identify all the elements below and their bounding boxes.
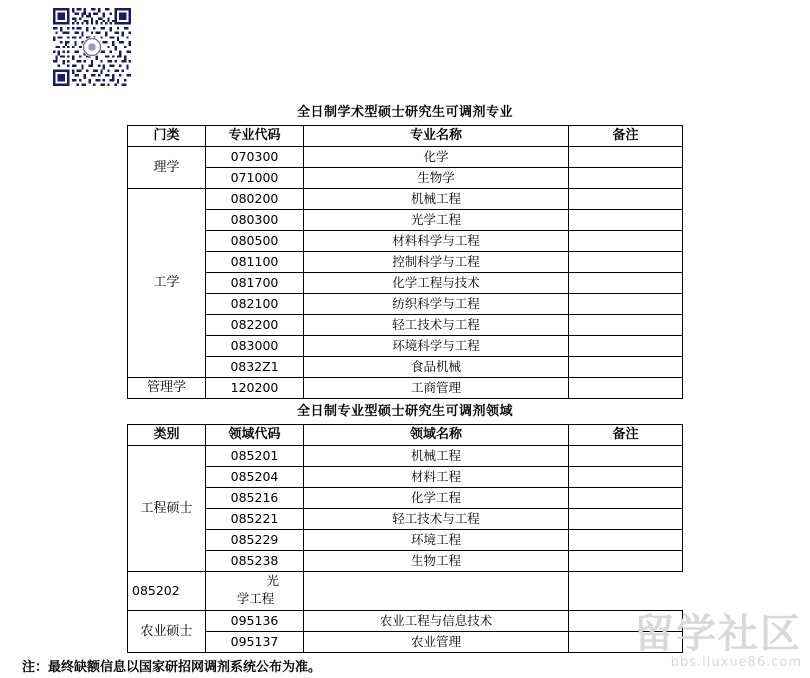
major-name: 化学 (304, 147, 569, 168)
category-cell: 农业硕士 (128, 611, 206, 653)
field-name: 农业管理 (304, 632, 569, 653)
table-row (128, 273, 683, 294)
table-row-split (128, 572, 683, 611)
table-row (128, 611, 683, 632)
qr-code (42, 8, 142, 86)
table-row (128, 231, 683, 252)
table-row (128, 147, 683, 168)
table-row (128, 551, 683, 572)
major-name: 控制科学与工程 (304, 252, 569, 273)
major-note (569, 252, 683, 273)
major-name: 材料科学与工程 (304, 231, 569, 252)
major-name: 轻工技术与工程 (304, 315, 569, 336)
field-note (569, 632, 683, 653)
field-name: 机械工程 (304, 446, 569, 467)
table-header-row (128, 425, 683, 446)
major-code: 080300 (206, 210, 304, 231)
field-name-wrapped (206, 572, 304, 611)
category-cell: 工程硕士 (128, 446, 206, 572)
major-code: 070300 (206, 147, 304, 168)
major-note (569, 336, 683, 357)
document-body (0, 104, 810, 677)
major-code: 083000 (206, 336, 304, 357)
watermark-url: bbs.liuxue86.com (670, 655, 802, 670)
field-note (569, 611, 683, 632)
major-note (569, 210, 683, 231)
field-code: 085221 (206, 509, 304, 530)
table-row (128, 294, 683, 315)
field-name: 轻工技术与工程 (304, 509, 569, 530)
field-name: 农业工程与信息技术 (304, 611, 569, 632)
header-note: 备注 (569, 126, 683, 147)
field-code: 085229 (206, 530, 304, 551)
table-row (128, 467, 683, 488)
table-row (128, 530, 683, 551)
major-note (569, 315, 683, 336)
major-code: 082200 (206, 315, 304, 336)
table-row (128, 509, 683, 530)
major-note (569, 231, 683, 252)
major-note (569, 357, 683, 378)
field-note (569, 509, 683, 530)
major-code: 081700 (206, 273, 304, 294)
field-name: 化学工程 (304, 488, 569, 509)
academic-master-table (127, 125, 683, 399)
field-code: 085201 (206, 446, 304, 467)
major-name: 化学工程与技术 (304, 273, 569, 294)
category-cell: 工学 (128, 189, 206, 378)
table-row (128, 315, 683, 336)
field-code: 085216 (206, 488, 304, 509)
field-note (569, 446, 683, 467)
major-code: 071000 (206, 168, 304, 189)
major-note (569, 294, 683, 315)
field-code: 095136 (206, 611, 304, 632)
major-code: 120200 (206, 378, 304, 399)
watermark-title: 留学社区 (634, 611, 802, 657)
table-header-row (128, 126, 683, 147)
major-note (569, 378, 683, 399)
table-row (128, 378, 683, 399)
header-category: 类别 (128, 425, 206, 446)
field-code: 085238 (206, 551, 304, 572)
major-name: 食品机械 (304, 357, 569, 378)
field-code: 095137 (206, 632, 304, 653)
major-code: 0832Z1 (206, 357, 304, 378)
table-row (128, 632, 683, 653)
header-category: 门类 (128, 126, 206, 147)
major-note (569, 189, 683, 210)
table-row (128, 189, 683, 210)
table2-title: 全日制专业型硕士研究生可调剂领域 (296, 404, 513, 419)
header-name: 领域名称 (304, 425, 569, 446)
major-code: 080500 (206, 231, 304, 252)
major-code: 081100 (206, 252, 304, 273)
field-note (304, 572, 569, 611)
header-code: 领域代码 (206, 425, 304, 446)
major-code: 082100 (206, 294, 304, 315)
table-row (128, 446, 683, 467)
field-name-fragment-top: 光 (266, 573, 279, 588)
major-note (569, 168, 683, 189)
field-code: 085204 (206, 467, 304, 488)
header-code: 专业代码 (206, 126, 304, 147)
field-note (569, 551, 683, 572)
field-name-fragment-bottom: 学工程 (236, 591, 275, 606)
major-code: 080200 (206, 189, 304, 210)
field-note (569, 488, 683, 509)
table1-title: 全日制学术型硕士研究生可调剂专业 (296, 105, 513, 120)
major-note (569, 147, 683, 168)
major-name: 工商管理 (304, 378, 569, 399)
major-name: 机械工程 (304, 189, 569, 210)
field-code: 085202 (128, 572, 206, 611)
table-row (128, 210, 683, 231)
table-row (128, 488, 683, 509)
field-note (569, 530, 683, 551)
table-row (128, 357, 683, 378)
major-name: 纺织科学与工程 (304, 294, 569, 315)
field-note (569, 467, 683, 488)
table-row (128, 168, 683, 189)
category-cell: 理学 (128, 147, 206, 189)
qr-code-image (42, 8, 142, 86)
footnote: 注：最终缺额信息以国家研招网调剂系统公布为准。 (22, 660, 322, 675)
field-name: 生物工程 (304, 551, 569, 572)
header-note: 备注 (569, 425, 683, 446)
table-row (128, 336, 683, 357)
major-note (569, 273, 683, 294)
major-name: 生物学 (304, 168, 569, 189)
category-cell: 管理学 (128, 378, 206, 399)
field-name: 材料工程 (304, 467, 569, 488)
header-name: 专业名称 (304, 126, 569, 147)
field-name: 环境工程 (304, 530, 569, 551)
major-name: 光学工程 (304, 210, 569, 231)
professional-master-table (127, 424, 683, 653)
major-name: 环境科学与工程 (304, 336, 569, 357)
table-row (128, 252, 683, 273)
